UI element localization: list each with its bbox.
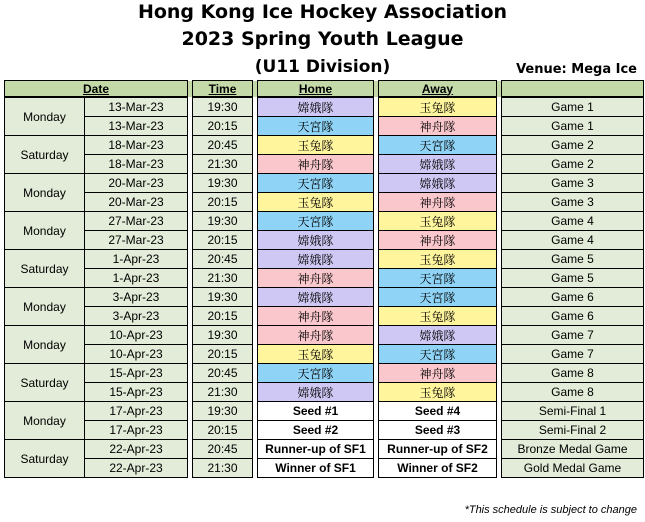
time-cell: 20:15 xyxy=(193,421,253,440)
away-header: Away xyxy=(379,81,497,98)
table-row xyxy=(5,364,644,383)
table-row xyxy=(5,212,644,231)
game-cell: Game 4 xyxy=(502,231,644,250)
away-team-cell: 玉兔隊 xyxy=(379,250,497,269)
away-team-cell: 天宮隊 xyxy=(379,345,497,364)
day-cell: Monday xyxy=(5,402,85,440)
away-team-cell: 嫦娥隊 xyxy=(379,174,497,193)
game-header xyxy=(502,81,644,98)
table-row xyxy=(5,117,644,136)
game-cell: Game 3 xyxy=(502,193,644,212)
league-title: 2023 Spring Youth League xyxy=(181,28,464,50)
away-team-cell: 天宮隊 xyxy=(379,269,497,288)
time-cell: 19:30 xyxy=(193,174,253,193)
date-cell: 22-Apr-23 xyxy=(85,459,188,478)
game-cell: Game 4 xyxy=(502,212,644,231)
home-team-cell: 玉兔隊 xyxy=(258,345,374,364)
table-row xyxy=(5,288,644,307)
time-cell: 19:30 xyxy=(193,326,253,345)
date-cell: 20-Mar-23 xyxy=(85,193,188,212)
away-team-cell: Seed #3 xyxy=(379,421,497,440)
home-team-cell: Seed #1 xyxy=(258,402,374,421)
home-team-cell: 神舟隊 xyxy=(258,155,374,174)
table-row xyxy=(5,402,644,421)
home-team-cell: 嫦娥隊 xyxy=(258,288,374,307)
game-cell: Game 8 xyxy=(502,383,644,402)
home-team-cell: Runner-up of SF1 xyxy=(258,440,374,459)
day-cell: Saturday xyxy=(5,364,85,402)
date-cell: 10-Apr-23 xyxy=(85,345,188,364)
time-cell: 21:30 xyxy=(193,459,253,478)
home-team-cell: 嫦娥隊 xyxy=(258,231,374,250)
game-cell: Gold Medal Game xyxy=(502,459,644,478)
time-cell: 19:30 xyxy=(193,288,253,307)
table-row xyxy=(5,231,644,250)
home-header: Home xyxy=(258,81,374,98)
home-team-cell: 天宮隊 xyxy=(258,117,374,136)
table-row xyxy=(5,326,644,345)
date-cell: 27-Mar-23 xyxy=(85,212,188,231)
date-cell: 20-Mar-23 xyxy=(85,174,188,193)
home-team-cell: 天宮隊 xyxy=(258,364,374,383)
day-cell: Monday xyxy=(5,174,85,212)
date-cell: 1-Apr-23 xyxy=(85,269,188,288)
venue-label: Venue: Mega Ice xyxy=(516,62,637,77)
table-row xyxy=(5,193,644,212)
away-team-cell: 神舟隊 xyxy=(379,231,497,250)
date-cell: 13-Mar-23 xyxy=(85,117,188,136)
table-row xyxy=(5,136,644,155)
day-cell: Monday xyxy=(5,288,85,326)
game-cell: Game 2 xyxy=(502,155,644,174)
time-cell: 21:30 xyxy=(193,269,253,288)
time-cell: 20:45 xyxy=(193,364,253,383)
date-cell: 27-Mar-23 xyxy=(85,231,188,250)
away-team-cell: 玉兔隊 xyxy=(379,307,497,326)
away-team-cell: 天宮隊 xyxy=(379,136,497,155)
table-row xyxy=(5,440,644,459)
date-cell: 18-Mar-23 xyxy=(85,136,188,155)
time-cell: 21:30 xyxy=(193,155,253,174)
header-row xyxy=(5,81,644,98)
date-cell: 15-Apr-23 xyxy=(85,364,188,383)
game-cell: Game 1 xyxy=(502,97,644,117)
game-cell: Game 5 xyxy=(502,269,644,288)
away-team-cell: 天宮隊 xyxy=(379,288,497,307)
game-cell: Game 6 xyxy=(502,307,644,326)
time-cell: 20:45 xyxy=(193,440,253,459)
table-row xyxy=(5,383,644,402)
time-cell: 19:30 xyxy=(193,97,253,117)
time-header: Time xyxy=(193,81,253,98)
date-cell: 3-Apr-23 xyxy=(85,288,188,307)
date-cell: 22-Apr-23 xyxy=(85,440,188,459)
day-cell: Saturday xyxy=(5,250,85,288)
date-cell: 17-Apr-23 xyxy=(85,421,188,440)
game-cell: Game 8 xyxy=(502,364,644,383)
table-row xyxy=(5,307,644,326)
day-cell: Saturday xyxy=(5,136,85,174)
game-cell: Game 3 xyxy=(502,174,644,193)
time-cell: 19:30 xyxy=(193,402,253,421)
away-team-cell: Runner-up of SF2 xyxy=(379,440,497,459)
away-team-cell: Seed #4 xyxy=(379,402,497,421)
table-row xyxy=(5,421,644,440)
table-row xyxy=(5,269,644,288)
away-team-cell: 玉兔隊 xyxy=(379,383,497,402)
away-team-cell: 神舟隊 xyxy=(379,193,497,212)
schedule-table xyxy=(4,80,644,478)
away-team-cell: 神舟隊 xyxy=(379,364,497,383)
away-team-cell: 嫦娥隊 xyxy=(379,326,497,345)
table-row xyxy=(5,345,644,364)
time-cell: 20:45 xyxy=(193,250,253,269)
division-title: (U11 Division) xyxy=(254,57,391,77)
game-cell: Game 7 xyxy=(502,326,644,345)
away-team-cell: 嫦娥隊 xyxy=(379,155,497,174)
association-title: Hong Kong Ice Hockey Association xyxy=(137,1,508,23)
home-team-cell: Winner of SF1 xyxy=(258,459,374,478)
home-team-cell: 嫦娥隊 xyxy=(258,250,374,269)
time-cell: 20:45 xyxy=(193,136,253,155)
home-team-cell: 神舟隊 xyxy=(258,269,374,288)
time-cell: 20:15 xyxy=(193,345,253,364)
schedule-body xyxy=(5,97,644,478)
date-cell: 17-Apr-23 xyxy=(85,402,188,421)
home-team-cell: Seed #2 xyxy=(258,421,374,440)
table-row xyxy=(5,97,644,117)
game-cell: Semi-Final 2 xyxy=(502,421,644,440)
game-cell: Game 6 xyxy=(502,288,644,307)
time-cell: 20:15 xyxy=(193,193,253,212)
table-row xyxy=(5,250,644,269)
away-team-cell: 玉兔隊 xyxy=(379,212,497,231)
home-team-cell: 嫦娥隊 xyxy=(258,97,374,117)
home-team-cell: 神舟隊 xyxy=(258,326,374,345)
day-cell: Monday xyxy=(5,212,85,250)
table-row xyxy=(5,459,644,478)
away-team-cell: Winner of SF2 xyxy=(379,459,497,478)
date-cell: 3-Apr-23 xyxy=(85,307,188,326)
table-row xyxy=(5,174,644,193)
home-team-cell: 神舟隊 xyxy=(258,307,374,326)
time-cell: 20:15 xyxy=(193,117,253,136)
game-cell: Game 7 xyxy=(502,345,644,364)
day-cell: Saturday xyxy=(5,440,85,478)
day-cell: Monday xyxy=(5,326,85,364)
date-cell: 1-Apr-23 xyxy=(85,250,188,269)
home-team-cell: 天宮隊 xyxy=(258,212,374,231)
date-cell: 15-Apr-23 xyxy=(85,383,188,402)
home-team-cell: 玉兔隊 xyxy=(258,136,374,155)
date-cell: 13-Mar-23 xyxy=(85,97,188,117)
time-cell: 19:30 xyxy=(193,212,253,231)
game-cell: Bronze Medal Game xyxy=(502,440,644,459)
home-team-cell: 天宮隊 xyxy=(258,174,374,193)
game-cell: Game 2 xyxy=(502,136,644,155)
game-cell: Game 1 xyxy=(502,117,644,136)
date-header: Date xyxy=(5,81,188,98)
home-team-cell: 嫦娥隊 xyxy=(258,383,374,402)
time-cell: 21:30 xyxy=(193,383,253,402)
date-cell: 18-Mar-23 xyxy=(85,155,188,174)
game-cell: Semi-Final 1 xyxy=(502,402,644,421)
table-row xyxy=(5,155,644,174)
date-cell: 10-Apr-23 xyxy=(85,326,188,345)
game-cell: Game 5 xyxy=(502,250,644,269)
away-team-cell: 神舟隊 xyxy=(379,117,497,136)
home-team-cell: 玉兔隊 xyxy=(258,193,374,212)
time-cell: 20:15 xyxy=(193,231,253,250)
away-team-cell: 玉兔隊 xyxy=(379,97,497,117)
schedule-footnote: *This schedule is subject to change xyxy=(464,504,637,516)
time-cell: 20:15 xyxy=(193,307,253,326)
day-cell: Monday xyxy=(5,97,85,136)
